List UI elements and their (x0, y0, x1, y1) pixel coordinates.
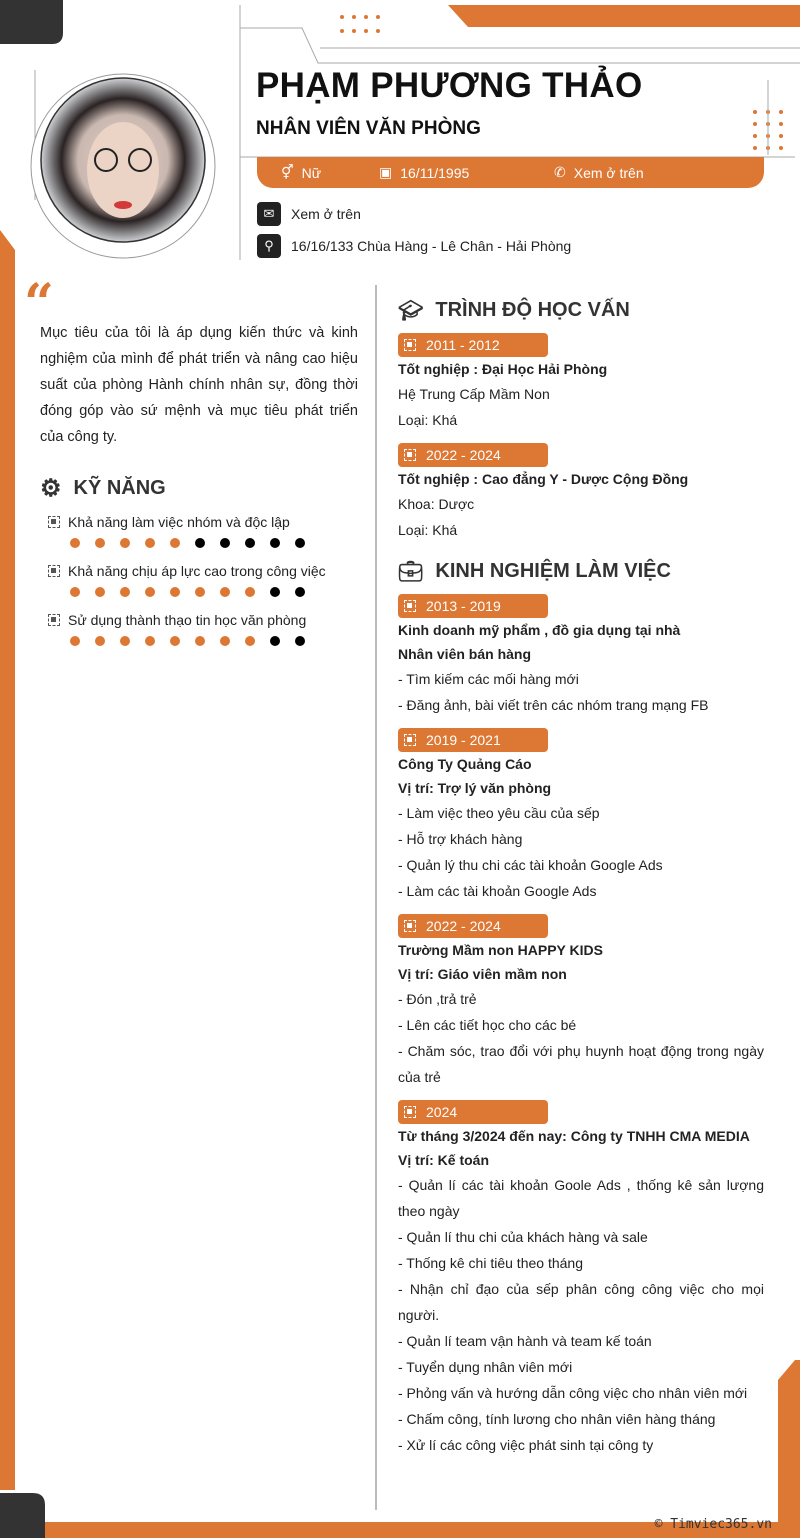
gender-icon: ⚥ (281, 164, 294, 180)
location-icon: ⚲ (257, 234, 281, 258)
date-badge (398, 594, 548, 618)
date-badge (398, 333, 548, 357)
birthday: 16/11/1995 (400, 164, 470, 181)
rating-dot (245, 538, 255, 548)
bullet-icon (404, 449, 416, 461)
rating-dot (270, 538, 280, 548)
phone: Xem ở trên (573, 164, 644, 181)
date-badge (398, 914, 548, 938)
right-column (398, 298, 764, 1458)
skills-list (48, 512, 368, 659)
briefcase-icon: 💼︎ (398, 561, 424, 583)
bullet-icon (48, 614, 60, 626)
period: 2019 - 2021 (426, 732, 501, 748)
position: Vị trí: Kế toán (398, 1152, 490, 1168)
date-badge (398, 1100, 548, 1124)
rating-dot (270, 636, 280, 646)
date-badge (398, 443, 548, 467)
skill-rating (70, 636, 368, 646)
rating-dot (295, 636, 305, 646)
skill-rating (70, 587, 368, 597)
company: Trường Mầm non HAPPY KIDS (398, 942, 603, 958)
duty: - Thống kê chi tiêu theo tháng (398, 1255, 583, 1271)
rating-dot (120, 636, 130, 646)
rating-dot (245, 636, 255, 646)
skill-name: Sử dụng thành thạo tin học văn phòng (68, 612, 307, 628)
skill-label (48, 610, 368, 630)
job-title: NHÂN VIÊN VĂN PHÒNG (256, 118, 481, 139)
bullet-icon (48, 565, 60, 577)
rating-dot (195, 636, 205, 646)
education-heading: 🎓︎ TRÌNH ĐỘ HỌC VẤN (398, 299, 630, 322)
skill-item (48, 512, 368, 548)
degree: Tốt nghiệp : Cao đẳng Y - Dược Cộng Đồng (398, 471, 689, 487)
phone-icon: ✆ (554, 164, 566, 180)
date-badge (398, 728, 548, 752)
duty: - Lên các tiết học cho các bé (398, 1017, 577, 1033)
company: Kinh doanh mỹ phẩm , đồ gia dụng tại nhà (398, 622, 681, 638)
bullet-icon (404, 600, 416, 612)
duty: - Nhận chỉ đạo của sếp phân công công việc cho mọi người. (398, 1281, 764, 1323)
skill-rating (70, 538, 368, 548)
duty: - Chăm sóc, trao đổi với phụ huynh hoạt động trong ngày của trẻ (398, 1043, 764, 1085)
duty: - Quản lý thu chi các tài khoản Google Ads (398, 857, 663, 873)
period: 2022 - 2024 (426, 918, 501, 934)
rating-dot (95, 587, 105, 597)
duty: - Hỗ trợ khách hàng (398, 831, 523, 847)
rating-dot (170, 636, 180, 646)
detail: Hệ Trung Cấp Mầm Non (398, 386, 550, 402)
candidate-name: PHẠM PHƯƠNG THẢO (256, 66, 643, 105)
duty: - Tìm kiếm các mối hàng mới (398, 671, 579, 687)
duty: - Làm các tài khoản Google Ads (398, 883, 597, 899)
rating-dot (295, 538, 305, 548)
rating-dot (245, 587, 255, 597)
duty: - Quản lí team vận hành và team kế toán (398, 1333, 652, 1349)
rating-dot (220, 587, 230, 597)
company: Từ tháng 3/2024 đến nay: Công ty TNHH CMA MEDIA (398, 1128, 750, 1144)
email-icon: ✉ (257, 202, 281, 226)
rating-dot (145, 636, 155, 646)
objective-text: Mục tiêu của tôi là áp dụng kiến thức và kinh nghiệm của mình để phát triển và nâng cao hiệu suất của phòng Hành chính nhân sự, đồng thời đóng góp vào sứ mệnh và mục tiêu phát triển của công ty. (40, 325, 358, 445)
rating-dot (145, 587, 155, 597)
period: 2011 - 2012 (426, 337, 500, 353)
rating-dot (70, 636, 80, 646)
bullet-icon (48, 516, 60, 528)
rating-dot (195, 538, 205, 548)
watermark: © Timviec365.vn (654, 1517, 772, 1532)
education-list (398, 333, 764, 543)
rating-dot (120, 538, 130, 548)
experience-list (398, 594, 764, 1458)
skill-name: Khả năng chịu áp lực cao trong công việc (68, 563, 326, 579)
rating-dot (170, 587, 180, 597)
skill-label (48, 512, 368, 532)
duty: - Tuyển dụng nhân viên mới (398, 1359, 573, 1375)
rating-dot (195, 587, 205, 597)
duty: - Đón ,trả trẻ (398, 991, 477, 1007)
position: Vị trí: Giáo viên mầm non (398, 966, 567, 982)
rating-dot (120, 587, 130, 597)
duty: - Chấm công, tính lương cho nhân viên hàng tháng (398, 1411, 716, 1427)
duty: - Xử lí các công việc phát sinh tại công ty (398, 1437, 654, 1453)
rating-dot (170, 538, 180, 548)
detail: Loại: Khá (398, 412, 458, 428)
gear-icon: ⚙ (40, 475, 62, 502)
skill-name: Khả năng làm việc nhóm và độc lập (68, 514, 290, 530)
email: Xem ở trên (291, 206, 361, 222)
degree: Tốt nghiệp : Đại Học Hải Phòng (398, 361, 608, 377)
contact-address (257, 234, 571, 258)
bullet-icon (404, 1106, 416, 1118)
duty: - Làm việc theo yêu cầu của sếp (398, 805, 600, 821)
position: Vị trí: Trợ lý văn phòng (398, 780, 552, 796)
skill-item (48, 610, 368, 646)
gender: Nữ (301, 164, 322, 181)
period: 2024 (426, 1104, 458, 1120)
period: 2013 - 2019 (426, 598, 501, 614)
rating-dot (70, 538, 80, 548)
graduation-cap-icon: 🎓︎ (398, 300, 424, 322)
position: Nhân viên bán hàng (398, 646, 532, 662)
bullet-icon (404, 339, 416, 351)
rating-dot (70, 587, 80, 597)
quote-icon: “ (24, 273, 54, 334)
company: Công Ty Quảng Cáo (398, 756, 532, 772)
info-bar (257, 157, 764, 188)
period: 2022 - 2024 (426, 447, 501, 463)
skill-label (48, 561, 368, 581)
calendar-icon: ▣ (379, 164, 393, 180)
experience-heading: 💼︎ KINH NGHIỆM LÀM VIỆC (398, 560, 671, 583)
rating-dot (270, 587, 280, 597)
bullet-icon (404, 920, 416, 932)
duty: - Quản lí thu chi của khách hàng và sale (398, 1229, 648, 1245)
duty: - Phỏng vấn và hướng dẫn công việc cho nhân viên mới (398, 1385, 748, 1401)
address: 16/16/133 Chùa Hàng - Lê Chân - Hải Phòng (291, 238, 572, 254)
skill-item (48, 561, 368, 597)
contact-email (257, 202, 361, 226)
rating-dot (295, 587, 305, 597)
duty: - Đăng ảnh, bài viết trên các nhóm trang mạng FB (398, 697, 709, 713)
rating-dot (220, 636, 230, 646)
rating-dot (145, 538, 155, 548)
bullet-icon (404, 734, 416, 746)
duty: - Quản lí các tài khoản Goole Ads , thống kê sản lượng theo ngày (398, 1177, 764, 1219)
detail: Loại: Khá (398, 522, 458, 538)
detail: Khoa: Dược (398, 496, 475, 512)
skills-heading: ⚙ KỸ NĂNG (40, 475, 166, 502)
rating-dot (220, 538, 230, 548)
rating-dot (95, 538, 105, 548)
rating-dot (95, 636, 105, 646)
